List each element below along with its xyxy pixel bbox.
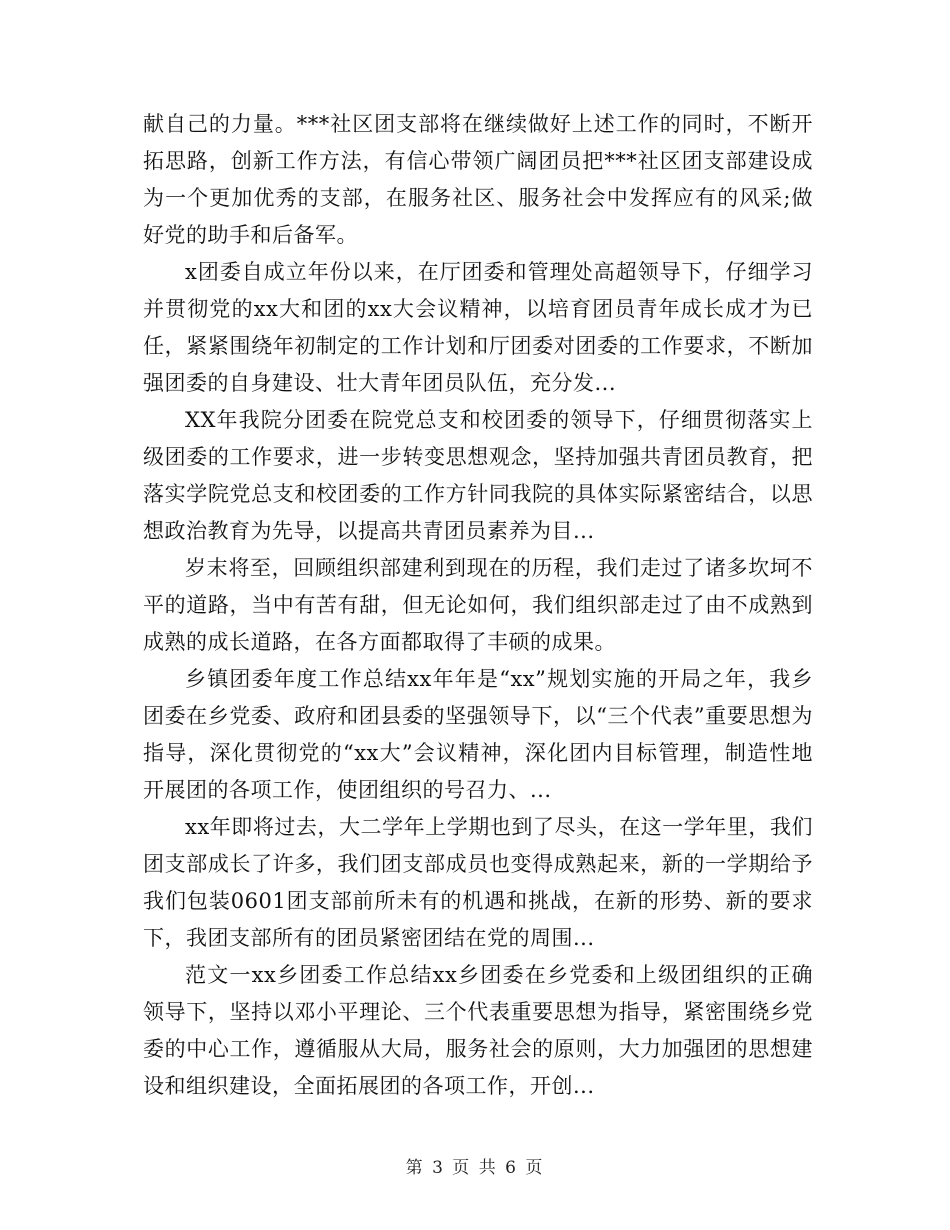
paragraph-5: 乡镇团委年度工作总结xx年年是“xx”规划实施的开局之年，我乡团委在乡党委、政府和团县委的坚强领导下，以“三个代表”重要思想为指导，深化贯彻党的“xx大”会议精神，深化团内目标管理，制造性地开展团的各项工作，使团组织的号召力、... [143, 667, 813, 802]
document-body [143, 106, 813, 1105]
paragraph-4: 岁末将至，回顾组织部建利到现在的历程，我们走过了诸多坎坷不平的道路，当中有苦有甜，但无论如何，我们组织部走过了由不成熟到成熟的成长道路，在各方面都取得了丰硕的成果。 [143, 556, 813, 654]
paragraph-2: x团委自成立年份以来，在厅团委和管理处高超领导下，仔细学习并贯彻党的xx大和团的xx大会议精神，以培育团员青年成长成才为已任，紧紧围绕年初制定的工作计划和厅团委对团委的工作要求，不断加强团委的自身建设、壮大青年团员队伍，充分发... [143, 260, 813, 395]
paragraph-3: XX年我院分团委在院党总支和校团委的领导下，仔细贯彻落实上级团委的工作要求，进一步转变思想观念，坚持加强共青团员教育，把落实学院党总支和校团委的工作方针同我院的具体实际紧密结合，以思想政治教育为先导，以提高共青团员素养为目... [143, 408, 813, 543]
paragraph-7: 范文一xx乡团委工作总结xx乡团委在乡党委和上级团组织的正确领导下，坚持以邓小平理论、三个代表重要思想为指导，紧密围绕乡党委的中心工作，遵循服从大局，服务社会的原则，大力加强团的思想建设和组织建设，全面拓展团的各项工作，开创... [143, 963, 813, 1098]
paragraph-1: 献自己的力量。***社区团支部将在继续做好上述工作的同时，不断开拓思路，创新工作方法，有信心带领广阔团员把***社区团支部建设成为一个更加优秀的支部，在服务社区、服务社会中发挥应有的风采;做好党的助手和后备军。 [143, 112, 813, 247]
page-footer [0, 1153, 950, 1178]
page-number-label: 第 3 页 共 6 页 [405, 1158, 545, 1178]
paragraph-6: xx年即将过去，大二学年上学期也到了尽头，在这一学年里，我们团支部成长了许多，我们团支部成员也变得成熟起来，新的一学期给予我们包装0601团支部前所未有的机遇和挑战，在新的形势、新的要求下，我团支部所有的团员紧密团结在党的周围... [143, 815, 813, 950]
